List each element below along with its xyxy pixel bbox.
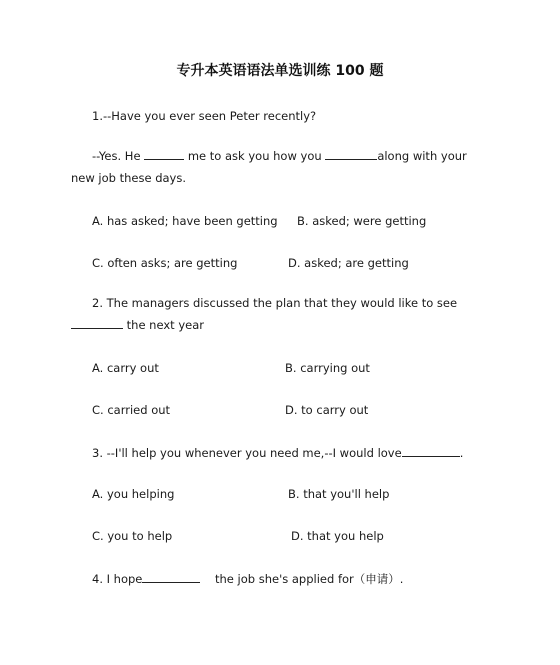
- document-title: 专升本英语语法单选训练 100 题: [176, 63, 384, 79]
- question-4-stem-part-2: the job she's applied for（申请）.: [200, 572, 404, 586]
- question-2-stem: [71, 292, 491, 336]
- question-3-option-c: C. you to help: [92, 529, 173, 543]
- answer-blank: [71, 316, 123, 329]
- question-1-stem: 1.--Have you ever seen Peter recently?: [92, 109, 317, 123]
- question-1-option-c: C. often asks; are getting: [92, 256, 238, 270]
- question-2-stem-part-2: the next year: [123, 318, 204, 332]
- question-1-option-d: D. asked; are getting: [288, 256, 409, 270]
- question-1-option-a: A. has asked; have been getting: [92, 214, 278, 228]
- question-3-option-d: D. that you help: [291, 529, 384, 543]
- question-1-option-b: B. asked; were getting: [297, 214, 427, 228]
- question-3-stem-part-1: 3. --I'll help you whenever you need me,--I would love: [92, 446, 402, 460]
- answer-blank: [142, 570, 200, 583]
- question-2-option-d: D. to carry out: [285, 403, 369, 417]
- question-4-stem: [92, 570, 403, 587]
- answer-blank: [325, 147, 377, 160]
- question-3-option-b: B. that you'll help: [288, 487, 390, 501]
- question-1-reply-part-2: me to ask you how you: [184, 149, 326, 163]
- question-2-option-a: A. carry out: [92, 361, 159, 375]
- question-4-stem-part-1: 4. I hope: [92, 572, 143, 586]
- answer-blank: [144, 147, 184, 160]
- question-3-stem-part-2: .: [459, 446, 464, 460]
- question-1-reply-part-3: along with your new job these days.: [71, 149, 467, 185]
- answer-blank: [402, 444, 460, 457]
- question-1-reply: [71, 145, 491, 189]
- question-3-option-a: A. you helping: [92, 487, 175, 501]
- question-1-reply-part-1: --Yes. He: [92, 149, 145, 163]
- question-3-stem: [92, 444, 463, 461]
- question-2-option-c: C. carried out: [92, 403, 171, 417]
- question-2-option-b: B. carrying out: [285, 361, 370, 375]
- question-2-stem-part-1: 2. The managers discussed the plan that they would like to see: [92, 296, 458, 310]
